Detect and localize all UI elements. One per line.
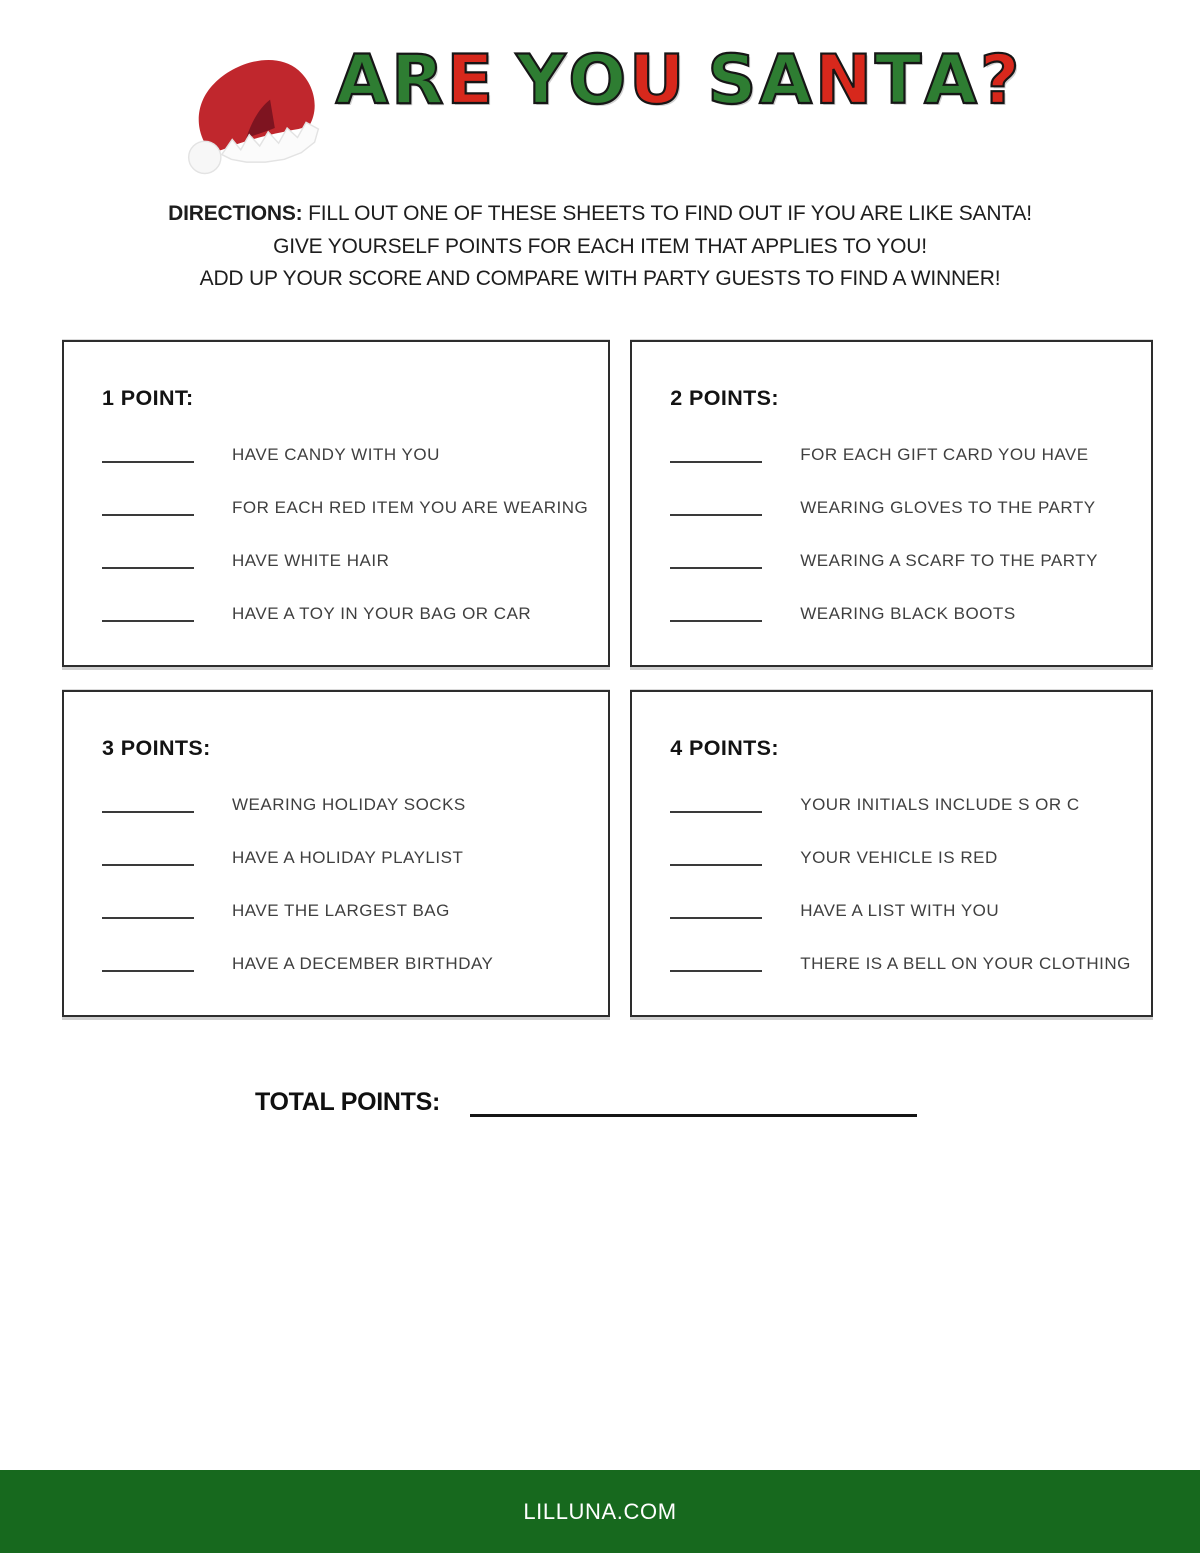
score-blank-line[interactable] [670,958,762,972]
footer-bar [0,1470,1200,1553]
title-letter: Y [516,41,569,121]
box-items [670,443,1131,622]
footer-site-label: LILLUNA.COM [523,1498,677,1524]
score-item-row [670,443,1131,463]
directions-line-2: GIVE YOURSELF POINTS FOR EACH ITEM THAT APPLIES TO YOU! [273,234,927,258]
score-blank-line[interactable] [102,449,194,463]
title-letter: N [814,41,875,121]
title-letter: A [924,41,980,121]
score-box [62,340,610,667]
box-heading: 2 POINTS: [670,385,779,410]
score-blank-line[interactable] [102,555,194,569]
score-item-row [102,496,588,516]
score-blank-line[interactable] [670,905,762,919]
directions-line-3: ADD UP YOUR SCORE AND COMPARE WITH PARTY GUESTS TO FIND A WINNER! [199,267,1001,291]
score-blank-line[interactable] [670,555,762,569]
score-item-label: YOUR INITIALS INCLUDE S OR C [800,794,1080,814]
score-item-row [670,899,1131,919]
title-letter: U [629,41,688,121]
score-item-label: WEARING A SCARF TO THE PARTY [800,550,1098,570]
score-item-row [670,846,1131,866]
score-item-row [670,952,1131,972]
box-heading: 1 POINT: [102,385,194,410]
santa-hat-icon [178,40,330,182]
title-letter: E [446,41,497,121]
score-box [630,690,1153,1017]
score-blank-line[interactable] [102,852,194,866]
box-items [670,793,1131,972]
score-item-row [102,846,588,866]
score-blank-line[interactable] [102,502,194,516]
score-blank-line[interactable] [670,608,762,622]
score-item-label: WEARING HOLIDAY SOCKS [232,794,466,814]
title-letter: A [335,41,392,121]
score-item-label: HAVE WHITE HAIR [232,550,390,570]
score-item-label: THERE IS A BELL ON YOUR CLOTHING [800,953,1131,973]
score-box [62,690,610,1017]
score-item-label: FOR EACH RED ITEM YOU ARE WEARING [232,497,589,517]
score-boxes-grid [62,340,1131,1017]
score-item-row [102,952,588,972]
title-letter: A [759,41,815,121]
score-blank-line[interactable] [102,905,194,919]
score-item-label: WEARING GLOVES TO THE PARTY [800,497,1096,517]
directions-line-1 [0,198,1200,231]
score-blank-line[interactable] [102,958,194,972]
score-blank-line[interactable] [670,852,762,866]
title-letter: S [707,41,760,121]
score-blank-line[interactable] [102,608,194,622]
directions-line-1-text: FILL OUT ONE OF THESE SHEETS TO FIND OUT IF YOU ARE LIKE SANTA! [308,202,1032,225]
total-points-label: TOTAL POINTS: [255,1087,440,1116]
box-items [102,443,588,622]
score-item-label: YOUR VEHICLE IS RED [800,847,998,867]
score-item-label: HAVE A TOY IN YOUR BAG OR CAR [232,603,532,623]
directions-block [0,198,1200,296]
score-blank-line[interactable] [670,799,762,813]
title-letter: O [568,41,630,121]
score-blank-line[interactable] [670,502,762,516]
directions-label: DIRECTIONS: [168,202,303,225]
score-item-row [670,549,1131,569]
score-item-label: HAVE A LIST WITH YOU [800,900,1000,920]
title-letter: T [874,41,925,121]
box-heading: 3 POINTS: [102,735,211,760]
score-item-label: HAVE A DECEMBER BIRTHDAY [232,953,494,973]
score-box [630,340,1153,667]
total-points-blank[interactable] [470,1095,917,1117]
score-item-label: HAVE A HOLIDAY PLAYLIST [232,847,464,867]
score-blank-line[interactable] [670,449,762,463]
score-item-row [102,793,588,813]
score-item-row [670,496,1131,516]
score-item-row [102,443,588,463]
score-item-row [102,549,588,569]
page-title [335,41,1023,121]
score-item-row [102,899,588,919]
total-points-row [255,1085,1200,1117]
score-item-row [670,602,1131,622]
score-item-label: HAVE CANDY WITH YOU [232,444,440,464]
score-blank-line[interactable] [102,799,194,813]
box-heading: 4 POINTS: [670,735,779,760]
score-item-row [102,602,588,622]
score-item-label: FOR EACH GIFT CARD YOU HAVE [800,444,1089,464]
box-items [102,793,588,972]
title-letter: ? [979,41,1023,121]
title-row [0,0,1200,182]
score-item-row [670,793,1131,813]
score-item-label: WEARING BLACK BOOTS [800,603,1016,623]
title-letter: R [391,41,447,121]
score-item-label: HAVE THE LARGEST BAG [232,900,450,920]
